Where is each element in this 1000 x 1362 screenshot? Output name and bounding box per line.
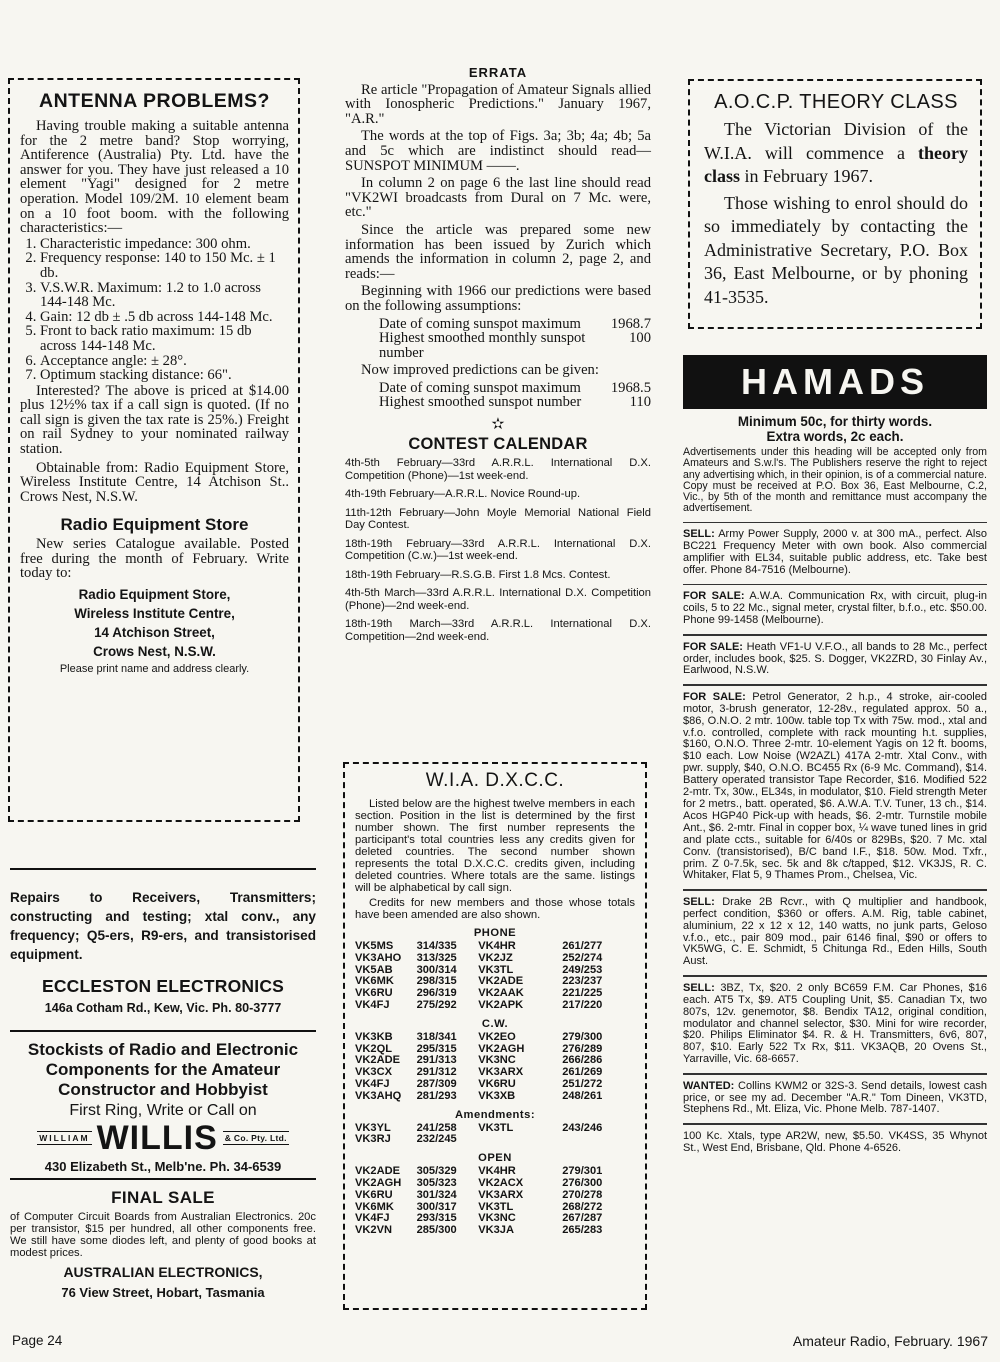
dxcc-score: 313/325 (416, 951, 457, 964)
dxcc-score: 314/335 (416, 940, 457, 952)
errata-paragraph: Beginning with 1966 our predictions were based on the following assumptions: (345, 283, 651, 314)
classified-ad-lead: SELL: (683, 895, 715, 908)
dxcc-callsign: VK3AHO (355, 951, 402, 964)
dxcc-callsign: VK6RU (355, 987, 393, 1000)
eccleston-ad (10, 888, 316, 1015)
dxcc-callsign: VK2AGH (355, 1176, 402, 1189)
store-address (20, 585, 289, 661)
dxcc-callsign: VK2APK (478, 998, 524, 1011)
willis-ring: First Ring, Write or Call on (69, 1102, 257, 1119)
dxcc-score: 295/315 (416, 1042, 457, 1055)
dxcc-callsign: VK3TL (478, 963, 514, 976)
dxcc-callsign: VK2QL (355, 1042, 392, 1055)
dxcc-score: 305/329 (416, 1165, 457, 1178)
contest-event: 18th-19th February—R.S.G.B. First 1.8 Mcs. Contest. (345, 568, 611, 581)
dxcc-callsign: VK6MK (355, 975, 394, 988)
contest-event: 4th-19th February—A.R.R.L. Novice Round-up. (345, 488, 581, 501)
dxcc-score: 275/292 (416, 998, 457, 1011)
eccleston-name: ECCLESTON ELECTRONICS (41, 976, 285, 996)
hamads-divider (683, 1123, 987, 1125)
dxcc-score: 279/300 (562, 1030, 603, 1043)
dxcc-score: 267/287 (562, 1212, 603, 1225)
final-sale-title: FINAL SALE (111, 1188, 215, 1207)
dxcc-callsign: VK3CX (355, 1066, 392, 1079)
classified-ad-text: Army Power Supply, 2000 v. at 300 mA., perfect. Also BC221 Frequency Meter with own book. Also commercial amplifier with EL34, suitable public address, etc. Take best offer. Phone 84-7516 (Melbourne). (683, 528, 987, 576)
dxcc-score: 248/261 (562, 1089, 603, 1102)
classified-ad-lead: FOR SALE: (683, 640, 743, 653)
hamads-divider (683, 889, 987, 891)
classified-ad (683, 983, 987, 1066)
hamads-rate: Extra words, 2c each. (766, 429, 904, 444)
dxcc-score: 261/269 (562, 1066, 603, 1079)
dxcc-score: 221/225 (562, 987, 603, 1000)
dxcc-callsign: VK2VN (355, 1224, 392, 1237)
store-title: Radio Equipment Store (60, 515, 249, 535)
contest-event: 11th-12th February—John Moyle Memorial National Field Day Contest. (345, 506, 651, 532)
dxcc-callsign: VK2ADE (355, 1165, 401, 1178)
aocp-paragraph: Those wishing to enrol should do so immediately by contacting the Administrative Secretary, P.O. Box 36, East Melbourne, or by phoning 41-3535. (704, 192, 968, 307)
hamads-divider (683, 522, 987, 524)
dxcc-score: 300/317 (416, 1200, 457, 1213)
classified-ad-lead: SELL: (683, 528, 715, 541)
dxcc-score: 293/315 (416, 1212, 457, 1225)
dxcc-callsign: VK4HR (478, 940, 516, 952)
dxcc-row (355, 1225, 635, 1237)
dxcc-open-table (355, 1166, 635, 1237)
prediction-row (345, 381, 651, 396)
hamads-divider (683, 684, 987, 686)
hamads-divider (683, 975, 987, 977)
classified-ad (683, 1131, 987, 1155)
dxcc-callsign: VK3NC (478, 1054, 516, 1067)
dxcc-callsign: VK3KB (355, 1030, 393, 1043)
final-sale-text: of Computer Circuit Boards from Australian Electronics. 20c per transistor, $15 per hundred, all other components free. We still have some diodes left, and plenty of good books at modest prices. (10, 1211, 316, 1259)
dxcc-callsign: VK5AB (355, 963, 393, 976)
classified-ad-text: A.W.A. Communication Rx, with circuit, plug-in coils, 5 to 22 Mc., signal meter, crystal filter, b.f.o., etc. $50.00. Phone 99-1458 (Melbourne). (683, 590, 987, 627)
dxcc-callsign: VK3AHQ (355, 1089, 402, 1102)
classified-ad-lead: FOR SALE: (683, 590, 745, 603)
dxcc-score: 300/314 (416, 963, 457, 976)
dxcc-callsign: VK3ARX (478, 1188, 524, 1201)
hamads-section (683, 414, 987, 1155)
dxcc-amend-table (355, 1123, 635, 1147)
aocp-box (688, 79, 982, 329)
dxcc-open-heading: OPEN (478, 1152, 512, 1165)
dxcc-callsign: VK4FJ (355, 1077, 390, 1090)
antenna-spec: 1. Characteristic impedance: 300 ohm. (40, 237, 289, 252)
classified-ad-text: Heath VF1-U V.F.O., all bands to 28 Mc., perfect order, includes book, $25. S. Dogger, VK2ZRD, 30 Finlay Av., Earlwood, N.S.W. (683, 640, 987, 677)
dxcc-score: 249/253 (562, 963, 603, 976)
classified-ad-text: Collins KWM2 or 32S-3. Send details, lowest cash price, or see my ad. December "A.R." Tom Dineen, VK3TD, Stephens Rd., Mt. Eliza, Vic. Phone Melb. 787-1407. (683, 1079, 987, 1116)
antenna-ad-title: ANTENNA PROBLEMS? (39, 90, 270, 112)
dxcc-row (355, 1032, 635, 1044)
dxcc-score: 261/277 (562, 940, 603, 952)
dxcc-callsign: VK4FJ (355, 1212, 390, 1225)
dxcc-phone-heading: PHONE (473, 927, 517, 939)
divider (10, 1178, 316, 1180)
willis-logo (10, 1121, 316, 1155)
classified-ad-lead: WANTED: (683, 1079, 735, 1092)
dxcc-callsign: VK2ADE (478, 975, 524, 988)
antenna-spec: 3. V.S.W.R. Maximum: 1.2 to 1.0 across 144-148 Mc. (40, 281, 289, 310)
dxcc-score: 301/324 (416, 1188, 457, 1201)
dxcc-callsign: VK4FJ (355, 998, 390, 1011)
dxcc-callsign: VK2AGH (478, 1042, 525, 1055)
hamads-intro: Advertisements under this heading will be accepted only from Amateurs and S.w.l's. The Publishers reserve the right to reject any advertising which, in their opinion, is of a commercial nature. Copy must be received at P.O. Box 36, East Melbourne, C.2, Vic., by 5th of the month and remittance must accompany the advertisement. (683, 446, 987, 515)
contest-event: 18th-19th March—33rd A.R.R.L. International D.X. Competition—2nd week-end. (345, 618, 651, 643)
dxcc-score: 287/309 (416, 1077, 457, 1090)
aocp-title: A.O.C.P. THEORY CLASS (714, 91, 958, 113)
store-address-line: Wireless Institute Centre, (74, 605, 235, 621)
contest-calendar-title: CONTEST CALENDAR (408, 434, 588, 453)
antenna-spec: 4. Gain: 12 db ± .5 db across 144-148 Mc. (40, 310, 289, 325)
page-number: Page 24 (12, 1333, 63, 1348)
classified-ad (683, 642, 987, 678)
dxcc-callsign (478, 1134, 562, 1146)
hamads-title: HAMADS (683, 355, 987, 409)
classified-ad (683, 897, 987, 968)
classified-ad (683, 1081, 987, 1117)
errata-title: ERRATA (468, 65, 528, 80)
antenna-price: Interested? The above is priced at $14.00 plus 12½% tax if a call sign is quoted. (If no call sign is given the tax rate is 25%.) Freight on rail Sydney to your nominated railway station. (20, 382, 289, 458)
dxcc-score: 276/300 (562, 1176, 603, 1189)
antenna-spec-list (20, 237, 289, 383)
classified-ad-lead: FOR SALE: (683, 690, 746, 703)
dxcc-phone-table (355, 941, 635, 1012)
dxcc-callsign: VK2ACX (478, 1176, 524, 1189)
dxcc-box (343, 762, 647, 1310)
willis-logo-left: WILLIAM (39, 1133, 90, 1143)
dxcc-title: W.I.A. D.X.C.C. (425, 770, 565, 791)
dxcc-callsign: VK2JZ (478, 951, 513, 964)
dxcc-score: 223/237 (562, 975, 603, 988)
journal-footer: Amateur Radio, February. 1967 (792, 1333, 988, 1349)
dxcc-callsign: VK3ARX (478, 1066, 524, 1079)
hamads-divider (683, 1073, 987, 1075)
dxcc-callsign: VK6RU (355, 1188, 393, 1201)
assumption-value: 100 (629, 330, 651, 347)
hamads-divider (683, 634, 987, 636)
antenna-spec: 7. Optimum stacking distance: 66". (40, 368, 289, 383)
aocp-text: The Victorian Division of the W.I.A. will commence a (704, 119, 968, 163)
contest-event: 4th-5th March—33rd A.R.R.L. International D.X. Competition (Phone)—2nd week-end. (345, 587, 651, 612)
contest-event: 4th-5th February—33rd A.R.R.L. International D.X. Competition (Phone)—1st week-end. (345, 457, 651, 482)
dxcc-score: 285/300 (416, 1224, 457, 1237)
store-address-line: Radio Equipment Store, (78, 586, 231, 602)
dxcc-callsign: VK2EO (478, 1030, 516, 1043)
assumption-label: Highest smoothed monthly sunspot number (379, 330, 586, 361)
hamads-rate: Minimum 50c, for thirty words. (737, 414, 933, 429)
classified-ad-text: Drake 2B Rcvr., with Q multiplier and handbook, perfect condition, $360 or offers. A.M. Rig, table cabinet, aluminium, 22 x 12 x 12, 140 watts, no junk parts, Geloso v.f.o., etc., pair 809 mod., pair 6146 final, $90 or offers to VK5WG, C. E. Schmidt, 5 Chitunga Rd., Eden Hills, South Aust. (683, 895, 987, 968)
dxcc-row (355, 1091, 635, 1103)
dxcc-score: 276/289 (562, 1042, 603, 1055)
prediction-label: Highest smoothed sunspot number (379, 394, 582, 411)
classified-ad (683, 529, 987, 577)
final-sale-org: AUSTRALIAN ELECTRONICS, (63, 1264, 263, 1280)
dxcc-score: 291/313 (416, 1054, 457, 1067)
dxcc-callsign: VK3TL (478, 1200, 514, 1213)
aocp-paragraph (704, 118, 968, 189)
dxcc-cw-heading: C.W. (481, 1017, 509, 1030)
classified-ad-text: Petrol Generator, 2 h.p., 4 stroke, air-cooled motor, 3-brush generator, 12-28v., regulated approx. 50 a., $86, O.N.O. 2 mtr. 100w. table top Tx with 75w. mod., xtal and v.f.o. controlled, complete with rack mounting h.t. supplies, $160, O.N.O. Three 2-mtr. 10-element Yagis on 12 ft. booms, $10 each. Low Noise (W2AZL) 417A 2-mtr. Xtal Conv., with pwr. supply, $40, O.N.O. BC455 Rx (6-9 Mc. Command), $14. Battery operated transistor Tape Recorder, $16. Modified 522 2-mtr. Tx, 30w., EL34s, in modulator, $10. Field strength Meter for 2 metrs., batt. operated, $6. A.W.A. T.V. Tuner, 13 ch., $14. Acos HGP40 Pick-up with heads, $6. 2-mtr. Turnstile mobile Ant., $6. 2-mtr. Final in copper box, ¼ wave tuned lines in grid and plate ccts., suitable for 6/40s or 829Bs, $20. 7 Mc. xtal Conv. (transistorised), B/C band I.F., $18. 50w. Mod. Txfr., prim. Z 0-7.5k, sec. 5k and 8k c/tapped, $12. VK3JS, R. C. Whitaker, Flat 5, 9 Thames Prom., Chelsea, Vic. (683, 690, 987, 882)
aocp-emphasis: theory class (704, 142, 968, 186)
assumption-row (345, 331, 651, 360)
assumption-label: Date of coming sunspot maximum (379, 315, 581, 332)
errata-section (345, 66, 651, 649)
dxcc-score: 298/315 (416, 975, 457, 988)
dxcc-callsign: VK6MK (355, 1200, 394, 1213)
dxcc-score (562, 1134, 635, 1146)
dxcc-amend-heading: Amendments: (454, 1108, 536, 1121)
prediction-value: 1968.5 (610, 379, 651, 396)
antenna-intro: Having trouble making a suitable antenna for the 2 metre band? Stop worrying, Antiference (Australia) Pty. Ltd. have the answer for you. They have just released a 10 element "Yagi" designed for 2 metre operation. Model 109/2M. 10 element beam on a 10 foot boom. with the following characteristics:— (20, 118, 289, 237)
eccleston-services: Repairs to Receivers, Transmitters; constructing and testing; xtal conv., any frequency; Q5-ers, R9-ers, and transistorised equipment. (10, 890, 316, 962)
dxcc-callsign: VK3RJ (355, 1133, 391, 1146)
classified-ad-text: 100 Kc. Xtals, type AR2W, new, $5.50. VK4SS, 35 Whynot St., West End, Brisbane, Qld. Phone 4-6526. (683, 1129, 987, 1154)
star-icon: ✫ (491, 416, 505, 434)
errata-paragraph: Since the article was prepared some new information has been issued by Zurich which amends the information in column 2, page 2, and reads:— (345, 221, 651, 282)
willis-address: 430 Elizabeth St., Melb'ne. Ph. 34-6539 (44, 1159, 282, 1174)
prediction-value: 110 (629, 394, 651, 411)
classified-ad (683, 591, 987, 627)
dxcc-score: 291/312 (416, 1066, 457, 1079)
dxcc-callsign: VK3NC (478, 1212, 516, 1225)
dxcc-score: 251/272 (562, 1077, 603, 1090)
dxcc-callsign: VK3TL (478, 1121, 514, 1134)
classified-ad (683, 692, 987, 883)
print-note: Please print name and address clearly. (59, 662, 250, 675)
dxcc-score: 268/272 (562, 1200, 603, 1213)
dxcc-callsign: VK2AAK (478, 987, 524, 1000)
antenna-obtain: Obtainable from: Radio Equipment Store, Wireless Institute Centre, 14 Atchison St.. Crows Nest, N.S.W. (20, 459, 289, 505)
hamads-list (683, 522, 987, 1155)
willis-logo-main: WILLIS (96, 1119, 218, 1157)
dxcc-score: 281/293 (416, 1089, 457, 1102)
antenna-spec: 5. Front to back ratio maximum: 15 db across 144-148 Mc. (40, 324, 289, 353)
willis-headline: Stockists of Radio and Electronic Components for the Amateur Constructor and Hobbyist (27, 1040, 299, 1099)
dxcc-score: 266/286 (562, 1054, 603, 1067)
dxcc-row (355, 1000, 635, 1012)
dxcc-intro2: Credits for new members and those whose totals have been amended are also shown. (355, 897, 635, 921)
prediction-label: Date of coming sunspot maximum (379, 379, 581, 396)
dxcc-callsign: VK5MS (355, 940, 394, 952)
dxcc-row (355, 1079, 635, 1091)
willis-ad (10, 1040, 316, 1174)
dxcc-score: 265/283 (562, 1224, 603, 1237)
dxcc-row (355, 1178, 635, 1190)
final-sale-address: 76 View Street, Hobart, Tasmania (61, 1285, 265, 1300)
willis-logo-right: & Co. Pty. Ltd. (224, 1133, 287, 1143)
dxcc-score: 270/278 (562, 1188, 603, 1201)
prediction-row (345, 395, 651, 410)
dxcc-score: 241/258 (416, 1121, 457, 1134)
dxcc-callsign: VK3JA (478, 1224, 514, 1237)
dxcc-score: 305/323 (416, 1176, 457, 1189)
aocp-text: in February 1967. (740, 166, 873, 186)
dxcc-row (355, 1190, 635, 1202)
antenna-spec: 2. Frequency response: 140 to 150 Mc. ± 1 db. (40, 251, 289, 280)
classified-ad-lead: SELL: (683, 981, 715, 994)
dxcc-callsign: VK6RU (478, 1077, 516, 1090)
errata-paragraph: In column 2 on page 6 the last line should read "VK2WI broadcasts from Dural on 7 Mc. were, etc." (345, 175, 651, 221)
contest-event: 18th-19th February—33rd A.R.R.L. International D.X. Competition (C.w.)—1st week-end. (345, 537, 651, 563)
antenna-ad (8, 78, 300, 822)
assumption-value: 1968.7 (610, 315, 651, 332)
dxcc-callsign: VK2ADE (355, 1054, 401, 1067)
errata-paragraph: Now improved predictions can be given: (361, 362, 599, 379)
errata-paragraph: Re article "Propagation of Amateur Signals allied with Ionospheric Predictions." January 1967, "A.R." (345, 81, 651, 127)
errata-paragraph: The words at the top of Figs. 3a; 3b; 4a; 4b; 5a and 5c which are indistinct should read—SUNSPOT MINIMUM ——. (345, 128, 651, 174)
dxcc-score: 217/220 (562, 998, 603, 1011)
dxcc-score: 279/301 (562, 1165, 603, 1178)
dxcc-score: 243/246 (562, 1121, 603, 1134)
store-address-line: Crows Nest, N.S.W. (93, 643, 216, 659)
dxcc-callsign: VK4HR (478, 1165, 516, 1178)
dxcc-score: 296/319 (416, 987, 457, 1000)
classified-ad-text: 3BZ, Tx, $20. 2 only BC659 F.M. Car Phones, $16 each. AT5 Tx, $9. AT5 Coupling Unit, $5. Canadian Tx, two 807s, 12v. genemotor, $8. Bendix TA12, original condition, modulator and channel selector, $30. Mini for wire recorder, $20. Philips Eliminator $4. R. & H. Transmitters, 6v6, 807, 807, $10. Early 522 Tx Rx, $11. VK3AQB, 20 Ovens St., Yarraville, Vic. 68-6657. (683, 981, 987, 1066)
hamads-divider (683, 584, 987, 586)
dxcc-score: 232/245 (416, 1133, 457, 1146)
dxcc-score: 252/274 (562, 951, 603, 964)
assumption-row (345, 317, 651, 332)
dxcc-score: 318/341 (416, 1030, 457, 1043)
divider (10, 868, 316, 870)
store-text: New series Catalogue available. Posted free during the month of February. Write today to: (20, 536, 289, 582)
divider (10, 1030, 316, 1032)
dxcc-row (355, 1123, 635, 1135)
final-sale-ad (10, 1188, 316, 1300)
dxcc-intro: Listed below are the highest twelve members in each section. Position in the list is determined by the first number shown. The first number represents the participant's total countries less any credits given for deleted countries. The second number shown represents the total D.X.C.C. credits given, including deleted countries. Where totals are the same. listings will be alphabetical by call sign. (355, 798, 635, 894)
dxcc-cw-table (355, 1032, 635, 1103)
dxcc-callsign: VK3XB (478, 1089, 516, 1102)
dxcc-row (355, 953, 635, 965)
store-address-line: 14 Atchison Street, (94, 624, 215, 640)
eccleston-address: 146a Cotham Rd., Kew, Vic. Ph. 80-3777 (44, 1001, 282, 1015)
antenna-spec: 6. Acceptance angle: ± 28°. (40, 354, 289, 369)
dxcc-callsign: VK3YL (355, 1121, 391, 1134)
dxcc-row (355, 1134, 635, 1146)
